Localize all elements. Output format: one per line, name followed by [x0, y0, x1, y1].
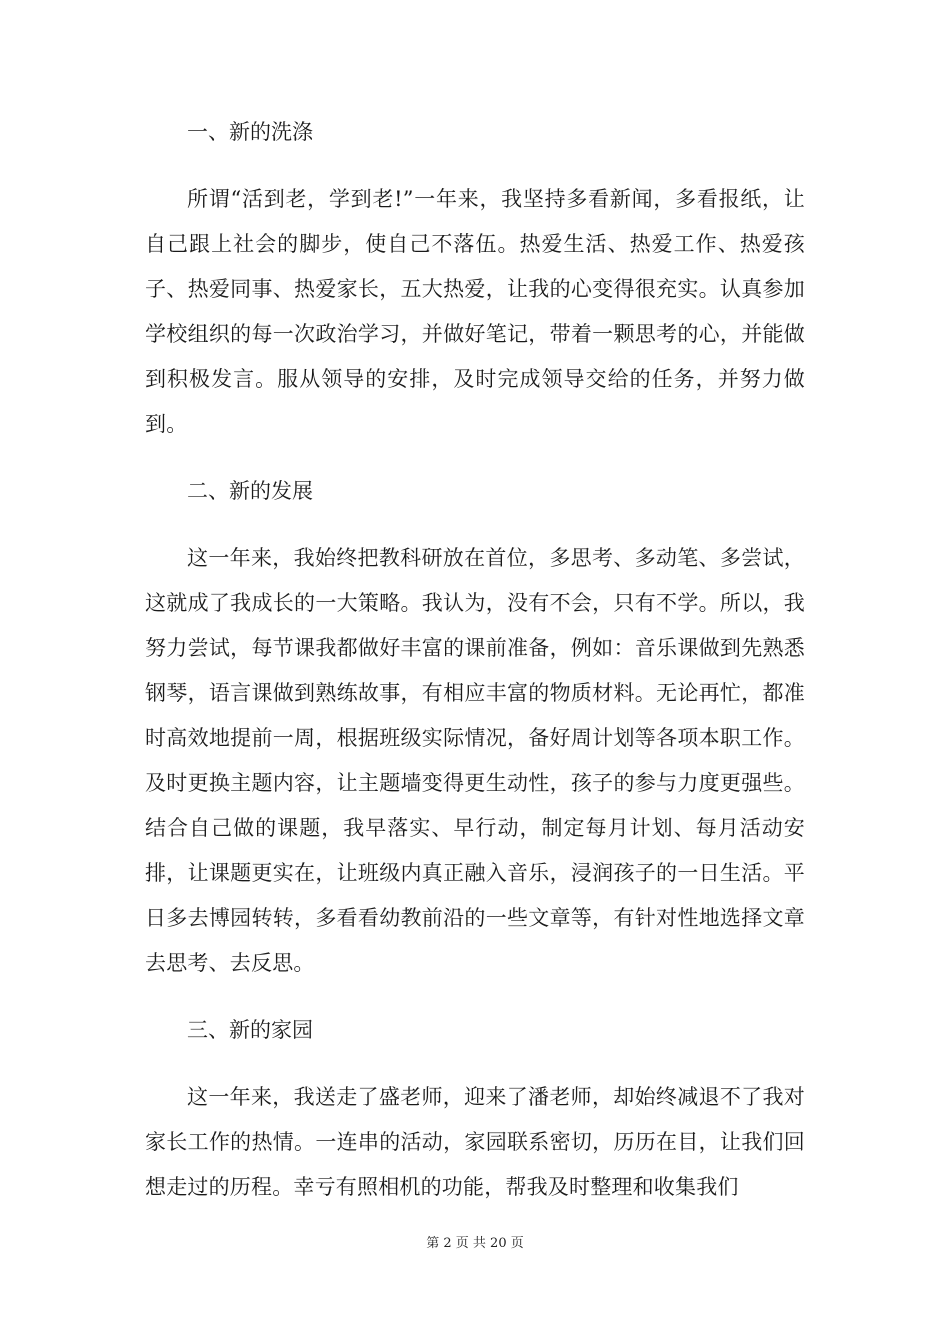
section-heading-3: 三、新的家园: [187, 1018, 313, 1042]
section-paragraph-3: 这一年来，我送走了盛老师，迎来了潘老师，却始终减退不了我对家长工作的热情。一连串的活动，家园联系密切，历历在目，让我们回想走过的历程。幸亏有照相机的功能，帮我及时整理和收集我们: [145, 1085, 805, 1199]
section-paragraph-1: 所谓“活到老，学到老!”一年来，我坚持多看新闻，多看报纸，让自己跟上社会的脚步，使自己不落伍。热爱生活、热爱工作、热爱孩子、热爱同事、热爱家长，五大热爱，让我的心变得很充实。认真参加学校组织的每一次政治学习，并做好笔记，带着一颗思考的心，并能做到积极发言。服从领导的安排，及时完成领导交给的任务，并努力做到。: [145, 187, 805, 436]
page-footer: 第 2 页 共 20 页: [426, 1236, 524, 1251]
section-paragraph-2: 这一年来，我始终把教科研放在首位，多思考、多动笔、多尝试，这就成了我成长的一大策略。我认为，没有不会，只有不学。所以，我努力尝试，每节课我都做好丰富的课前准备，例如：音乐课做到先熟悉钢琴，语言课做到熟练故事，有相应丰富的物质材料。无论再忙，都准时高效地提前一周，根据班级实际情况，备好周计划等各项本职工作。及时更换主题内容，让主题墙变得更生动性，孩子的参与力度更强些。结合自己做的课题，我早落实、早行动，制定每月计划、每月活动安排，让课题更实在，让班级内真正融入音乐，浸润孩子的一日生活。平日多去博园转转，多看看幼教前沿的一些文章等，有针对性地选择文章去思考、去反思。: [145, 546, 805, 975]
section-heading-1: 一、新的洗涤: [187, 120, 313, 144]
document-body: [145, 110, 805, 1210]
section-heading-2: 二、新的发展: [187, 479, 313, 503]
